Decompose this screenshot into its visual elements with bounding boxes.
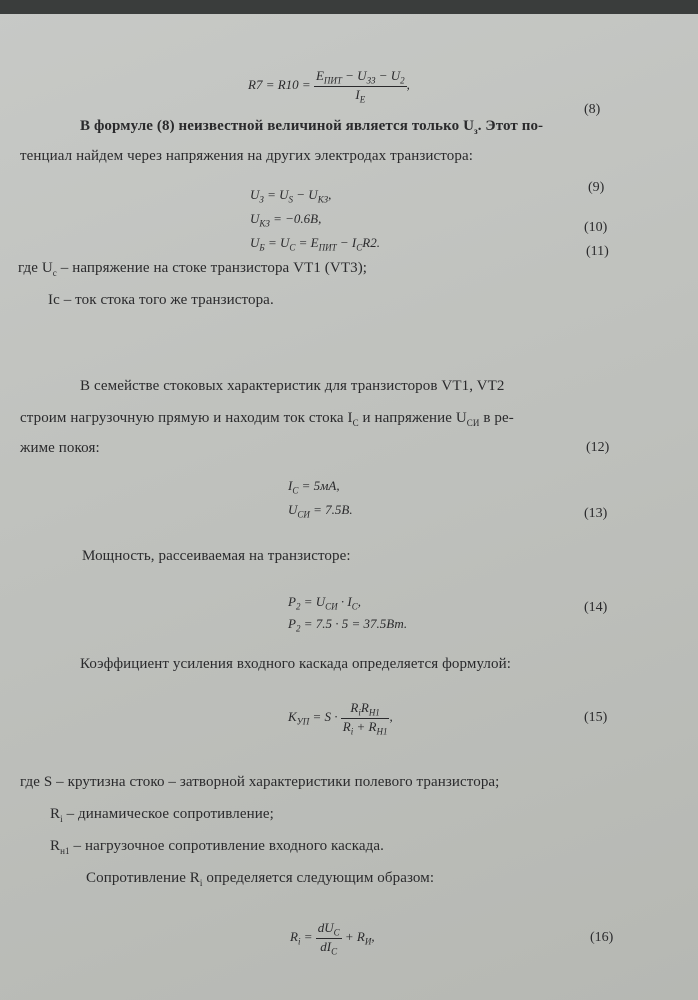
- equation-14b: $P_2 = 7.5 \cdot 5 = 37.5Вт$.: [288, 616, 408, 634]
- where-dynamic-resistance: $R_i$ – динамическое сопротивление;: [50, 806, 274, 824]
- equation-9-number: (9): [588, 180, 605, 195]
- paragraph-4: Коэффициент усиления входного каскада определяется формулой:: [80, 656, 512, 672]
- equation-14a: $P_2 = U_{СИ} \cdot I_C$,: [288, 594, 361, 612]
- equation-11: $U_Б = U_С = E_{ПИТ} - I_СR2$.: [250, 235, 380, 253]
- paragraph-1-line-1: В формуле (8) неизвестной величиной является только $U_з$. Этот по-: [80, 118, 544, 136]
- equation-11-number: (11): [586, 244, 609, 259]
- paragraph-1-line-2: тенциал найдем через напряжения на других электродах транзистора:: [20, 148, 473, 164]
- equation-15: $K_{УП} = S$ · $\frac{R_iR_{Н1}}{R_i + R_{Н1}}$ ,: [288, 700, 393, 737]
- where-load-resistance: $R_{н1}$ – нагрузочное сопротивление входного каскада.: [50, 838, 384, 856]
- equation-8: R7 = R10 = $\frac{E_{ПИТ} - U_{ЗЗ} - U_2}{I_Е}$ ,: [248, 68, 410, 105]
- equation-12-number: (12): [586, 440, 610, 455]
- equation-13: $U_{СИ} = 7.5B$.: [288, 502, 353, 520]
- where-current-drain: Iс – ток стока того же транзистора.: [48, 292, 274, 308]
- page-top-shadow: [0, 0, 698, 14]
- paragraph-5: Сопротивление $R_i$ определяется следующим образом:: [86, 870, 435, 888]
- equation-14-number: (14): [584, 600, 608, 615]
- equation-13-number: (13): [584, 506, 608, 521]
- equation-10: $U_{КЗ} = -0.6B$,: [250, 211, 322, 229]
- equation-16-number: (16): [590, 930, 614, 945]
- where-voltage-drain: где $U_с$ – напряжение на стоке транзистора VT1 (VT3);: [18, 260, 368, 278]
- where-transconductance: где S – крутизна стоко – затворной характеристики полевого транзистора;: [20, 774, 500, 790]
- paragraph-2-line-2: строим нагрузочную прямую и находим ток стока $I_C$ и напряжение $U_{СИ}$ в ре-: [20, 410, 514, 428]
- equation-12: $I_C = 5мА$,: [288, 478, 340, 496]
- equation-10-number: (10): [584, 220, 608, 235]
- paragraph-3: Мощность, рассеиваемая на транзисторе:: [82, 548, 351, 564]
- paragraph-2-line-3: жиме покоя:: [20, 440, 100, 456]
- equation-15-number: (15): [584, 710, 608, 725]
- equation-16: $R_i$ = $\frac{dU_C}{dI_C}$ + $R_И$,: [290, 920, 375, 957]
- equation-8-number: (8): [584, 102, 601, 117]
- equation-9: $U_З = U_S - U_{КЗ}$,: [250, 187, 332, 205]
- paragraph-2-line-1: В семействе стоковых характеристик для транзисторов VT1, VT2: [80, 378, 505, 394]
